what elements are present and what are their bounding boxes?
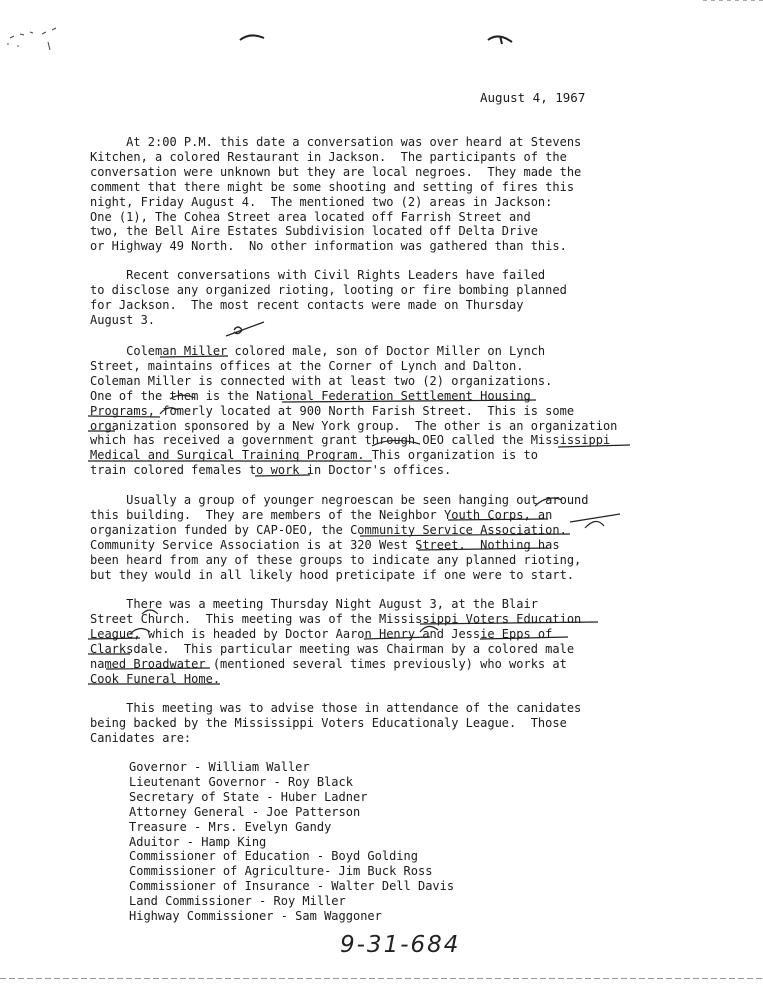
list-item: Aduitor - Hamp King: [129, 834, 267, 849]
text-line: Recent conversations with Civil Rights Leaders have failed: [90, 268, 546, 282]
text-line: Canidates are:: [90, 730, 192, 745]
text-line: this building. They are members of the Neighbor Youth Corps, an: [90, 507, 553, 522]
candidates-list: [129, 760, 454, 924]
text-line: being backed by the Mississippi Voters Educationaly League. Those: [90, 715, 567, 730]
text-line: but they would in all likely hood preticipate if one were to start.: [90, 567, 575, 582]
text-line: Community Service Association is at 320 West Street. Nothing has: [90, 537, 560, 552]
list-item: Land Commissioner - Roy Miller: [129, 894, 346, 909]
list-item: Commissioner of Agriculture- Jim Buck Ross: [129, 864, 433, 879]
text-line: conversation were unknown but they are local negroes. They made the: [90, 164, 582, 179]
document-date: August 4, 1967: [480, 90, 586, 105]
list-item: Secretary of State - Huber Ladner: [129, 789, 368, 804]
text-line: At 2:00 P.M. this date a conversation was over heard at Stevens: [90, 135, 582, 149]
paragraph-candidates-intro: [90, 701, 635, 746]
text-line: One of the them is the National Federation Settlement Housing: [90, 388, 531, 403]
bottom-edge-dashes: [0, 978, 763, 979]
text-line: night, Friday August 4. The mentioned two (2) areas in Jackson:: [90, 194, 553, 209]
list-item: Commissioner of Insurance - Walter Dell Davis: [129, 879, 455, 894]
text-line: which has received a government grant through OEO called the Mississippi: [90, 433, 611, 448]
list-item: Attorney General - Joe Patterson: [129, 804, 361, 819]
text-line: comment that there might be some shooting and setting of fires this: [90, 179, 575, 194]
text-line: This meeting was to advise those in attendance of the canidates: [90, 701, 582, 715]
list-item: Governor - William Waller: [129, 760, 310, 774]
text-line: Street Church. This meeting was of the Mississippi Voters Education: [90, 611, 582, 626]
text-line: League, which is headed by Doctor Aaron Henry and Jessie Epps of: [90, 626, 553, 641]
text-line: been heard from any of these groups to indicate any planned rioting,: [90, 552, 582, 567]
text-line: Medical and Surgical Training Program. This organization is to: [90, 448, 538, 463]
list-item: Commissioner of Education - Boyd Golding: [129, 849, 418, 864]
text-line: Cook Funeral Home.: [90, 671, 221, 686]
text-line: for Jackson. The most recent contacts were made on Thursday: [90, 297, 524, 312]
text-line: organization funded by CAP-OEO, the Community Service Association.: [90, 522, 567, 537]
text-line: two, the Bell Aire Estates Subdivision located off Delta Drive: [90, 224, 538, 239]
text-line: or Highway 49 North. No other information was gathered than this.: [90, 239, 567, 254]
text-line: Programs, fomerly located at 900 North Farish Street. This is some: [90, 403, 575, 418]
list-item: Lieutenant Governor - Roy Black: [129, 774, 353, 789]
text-line: train colored females to work in Doctor's offices.: [90, 463, 452, 478]
list-item: Treasure - Mrs. Evelyn Gandy: [129, 819, 332, 834]
text-line: August 3.: [90, 312, 156, 327]
text-line: named Broadwater (mentioned several times previously) who works at: [90, 656, 567, 671]
text-line: organization sponsored by a New York group. The other is an organization: [90, 418, 618, 433]
text-line: Kitchen, a colored Restaurant in Jackson. The participants of the: [90, 149, 567, 164]
text-line: Coleman Miller colored male, son of Doctor Miller on Lynch: [90, 344, 546, 358]
text-line: Coleman Miller is connected with at least two (2) organizations.: [90, 373, 553, 388]
text-line: One (1), The Cohea Street area located off Farrish Street and: [90, 209, 531, 224]
text-line: Usually a group of younger negroescan be seen hanging out around: [90, 493, 589, 507]
text-line: to disclose any organized rioting, looting or fire bombing planned: [90, 282, 567, 297]
text-line: There was a meeting Thursday Night August 3, at the Blair: [90, 597, 538, 611]
text-line: Street, maintains offices at the Corner of Lynch and Dalton.: [90, 358, 524, 373]
text-line: Clarksdale. This particular meeting was Chairman by a colored male: [90, 641, 575, 656]
handwritten-file-number: 9-31-684: [340, 932, 461, 958]
list-item: Highway Commissioner - Sam Waggoner: [129, 909, 382, 924]
